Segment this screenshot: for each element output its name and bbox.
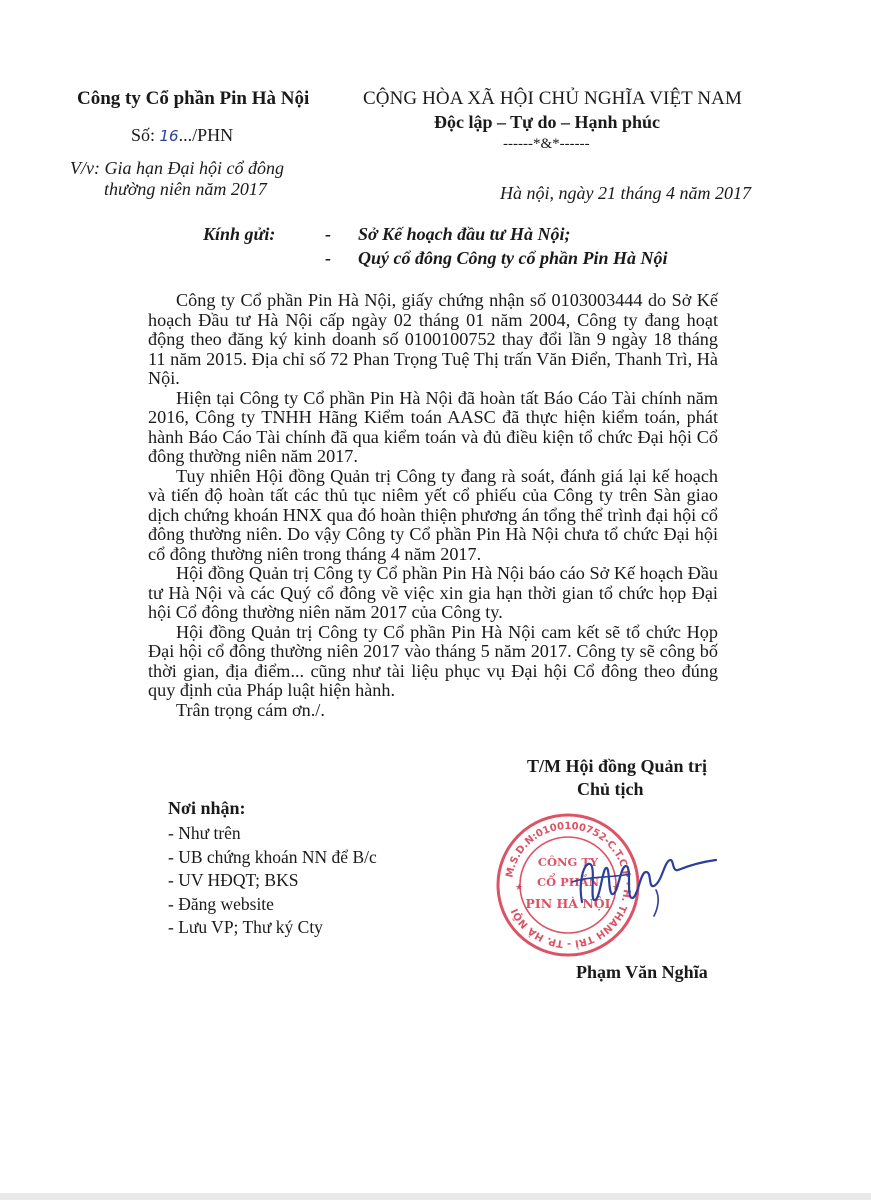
distribution-item: - Đăng website <box>168 893 274 914</box>
republic-title: CỘNG HÒA XÃ HỘI CHỦ NGHĨA VIỆT NAM <box>363 88 743 109</box>
signoff-role-2: Chủ tịch <box>577 779 644 799</box>
company-name: Công ty Cổ phần Pin Hà Nội <box>77 88 310 109</box>
svg-text:★: ★ <box>612 883 621 893</box>
subject-line-2: thường niên năm 2017 <box>104 179 267 199</box>
seal-line-2: CỔ PHẦN <box>536 875 600 889</box>
distribution-item: - Lưu VP; Thư ký Cty <box>168 917 323 937</box>
svg-text:★: ★ <box>515 883 524 893</box>
seal-ring-text: M.S.D.N:0100100752-C.T.C.P · H. THANH TRÌ - TP. HÀ NỘI <box>504 820 633 950</box>
distribution-item: - Như trên <box>168 823 241 843</box>
paragraph-4: Hội đồng Quản trị Công ty Cổ phần Pin Hà Nội báo cáo Sở Kế hoạch Đầu tư Hà Nội và các Quý cổ đông về việc xin gia hạn thời gian tổ chức họp Đại hội Cổ đông thường niên năm 2017 của Công ty. <box>148 563 718 622</box>
paragraph-closing: Trân trọng cám ơn./. <box>176 699 325 720</box>
paragraph-2: Hiện tại Công ty Cổ phần Pin Hà Nội đã hoàn tất Báo Cáo Tài chính năm 2016, Công ty TNHH Hãng Kiểm toán AASC đã thực hiện kiểm toán, phát hành Báo Cáo Tài chính đã qua kiểm toán và đủ điều kiện tổ chức Đại hội Cổ đông thường niên năm 2017. <box>148 387 718 466</box>
recipient-2: - Quý cổ đông Công ty cổ phần Pin Hà Nội <box>325 248 668 268</box>
scan-edge <box>0 1193 871 1200</box>
letter-body <box>148 291 718 720</box>
seal-line-3: PIN HÀ NỘI <box>525 896 611 911</box>
distribution-item: - UB chứng khoán NN để B/c <box>168 846 377 867</box>
distribution-list <box>168 822 377 940</box>
number-suffix: .../PHN <box>178 125 234 145</box>
recipients-label: Kính gửi: <box>203 224 276 244</box>
motto: Độc lập – Tự do – Hạnh phúc <box>434 112 661 132</box>
chairman-signature <box>560 842 720 922</box>
date-line: Hà nội, ngày 21 tháng 4 năm 2017 <box>500 183 751 203</box>
paragraph-5: Hội đồng Quản trị Công ty Cổ phần Pin Hà Nội cam kết sẽ tổ chức Họp Đại hội cổ đông thường niên 2017 vào tháng 5 năm 2017. Công ty sẽ công bố thời gian, địa điểm... cũng như tài liệu phục vụ Đại hội Cổ đông theo đúng quy định của Pháp luật hiện hành. <box>148 621 718 700</box>
handwritten-number: 16 <box>159 127 179 145</box>
recipient-1: - Sở Kế hoạch đầu tư Hà Nội; <box>325 224 571 244</box>
number-prefix: Số: <box>131 125 156 145</box>
document-number <box>131 125 233 146</box>
distribution-item: - UV HĐQT; BKS <box>168 870 299 890</box>
signer-name: Phạm Văn Nghĩa <box>576 962 708 982</box>
distribution-title: Nơi nhận: <box>168 798 246 818</box>
seal-line-1: CÔNG TY <box>537 855 599 869</box>
paragraph-3: Tuy nhiên Hội đồng Quản trị Công ty đang rà soát, đánh giá lại kế hoạch và tiến độ hoàn tất các thủ tục niêm yết cổ phiếu của Công ty trên Sàn giao dịch chứng khoán HNX qua đó hoàn thiện phương án tổng thể trình đại hội cổ đông thường niên. Do vậy Công ty Cổ phần Pin Hà Nội chưa tổ chức Đại hội cổ đông thường niên trong tháng 4 năm 2017. <box>148 465 718 564</box>
signoff-role-1: T/M Hội đồng Quản trị <box>527 756 708 776</box>
subject-line-1: V/v: Gia hạn Đại hội cổ đông <box>70 158 284 178</box>
separator: ------*&*------ <box>503 136 590 152</box>
paragraph-1: Công ty Cổ phần Pin Hà Nội, giấy chứng nhận số 0103003444 do Sở Kế hoạch Đầu tư Hà Nội cấp ngày 02 tháng 01 năm 2004, Công ty đang hoạt động theo đăng ký kinh doanh số 0100100752 thay đổi lần 9 ngày 18 tháng 11 năm 2015. Địa chỉ số 72 Phan Trọng Tuệ Thị trấn Văn Điển, Thanh Trì, Hà Nội. <box>148 290 718 388</box>
